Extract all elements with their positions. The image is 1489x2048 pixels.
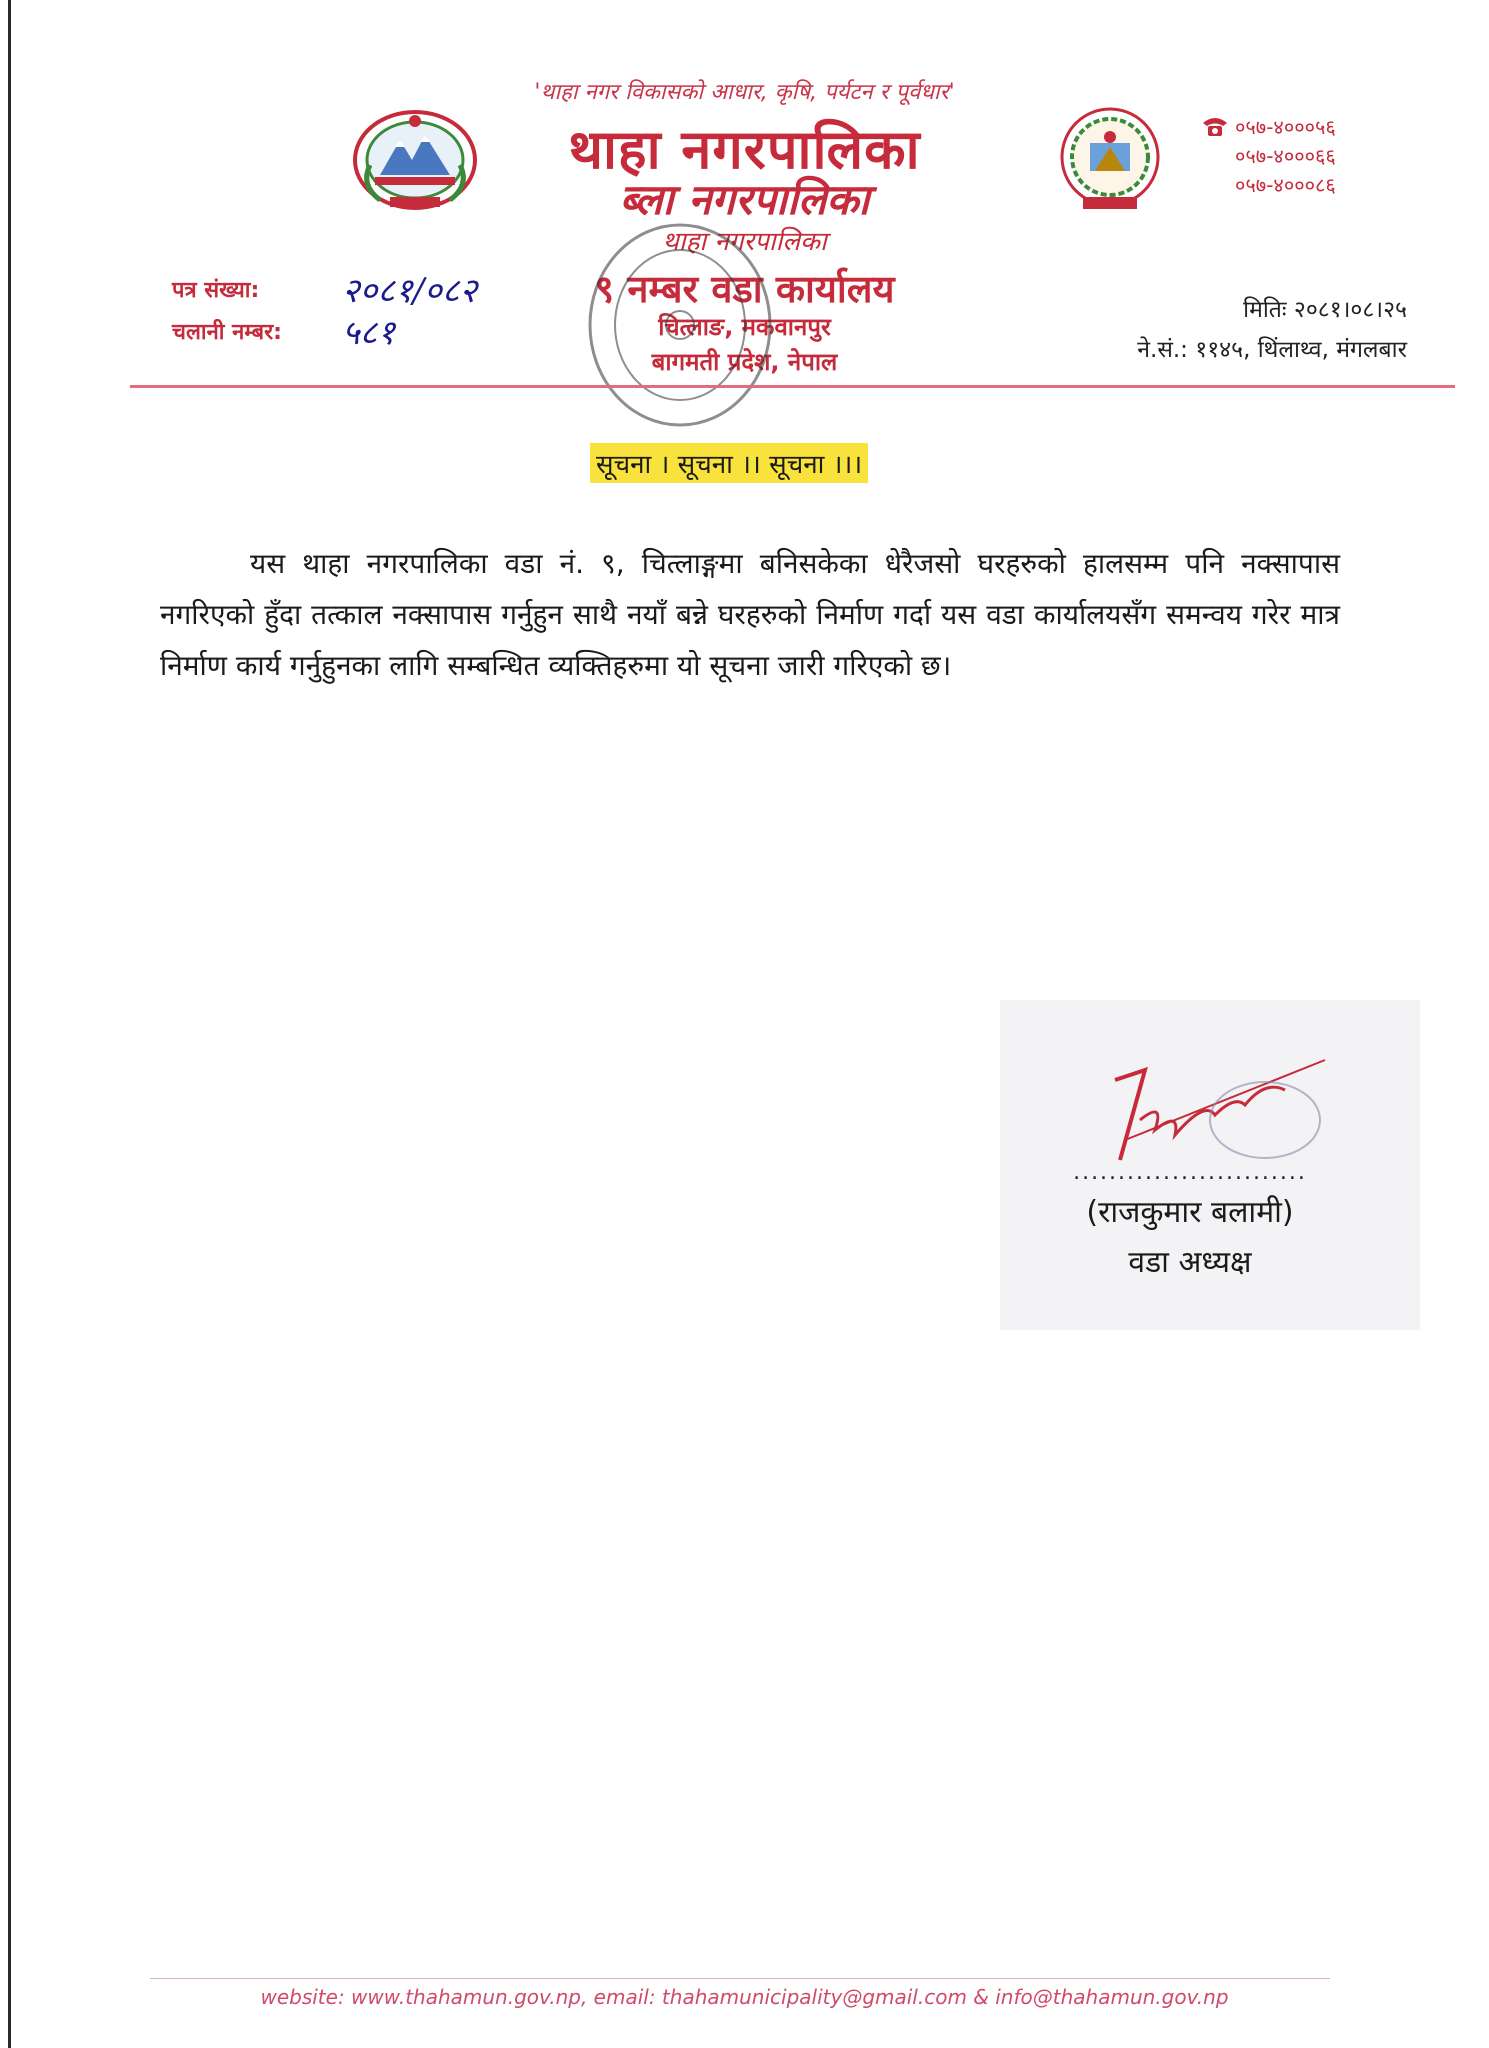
municipality-name-script: ब्ला नगरपालिका [619,175,870,224]
footer-divider [150,1978,1330,1979]
office-stamp [530,215,830,435]
footer-contact: website: www.thahamun.gov.np, email: thahamunicipality@gmail.com & info@thahamun.gov.np [260,1985,1229,2009]
phone-number: ०५७-४०००८६ [1235,173,1336,197]
dispatch-no-value: ५८१ [342,313,396,353]
notice-body: यस थाहा नगरपालिका वडा नं. ९, चित्लाङ्गमा बनिसकेका धेरैजसो घरहरुको हालसम्म पनि नक्सापास नगरिएको हुँदा तत्काल नक्सापास गर्नुहुन साथै नयाँ बन्ने घरहरुको निर्माण गर्दा यस वडा कार्यालयसँग समन्वय गरेर मात्र निर्माण कार्य गर्नुहुनका लागि सम्बन्धित व्यक्तिहरुमा यो सूचना जारी गरिएको छ। [160,547,1340,682]
signature-line: .......................... [1073,1160,1307,1185]
phone-number: ०५७-४०००६६ [1235,144,1336,168]
letter-no-value: २०८१/०८२ [342,271,478,311]
municipality-subtitle: थाहा नगरपालिका [662,227,827,257]
nepal-sambat-line: ने.सं.: ११४५, थिंलाथ्व, मंगलबार [1137,337,1407,363]
letter-no-label: पत्र संख्या: [172,278,260,303]
notice-title: सूचना । सूचना ।। सूचना ।।। [590,443,868,483]
phone-icon [1201,115,1229,137]
date-block [1137,290,1407,370]
ward-office: ९ नम्बर वडा कार्यालय [594,267,895,311]
municipality-name: थाहा नगरपालिका [568,118,921,181]
phone-number: ०५७-४०००५६ [1235,115,1336,139]
phone-numbers [1235,113,1336,200]
address-line-2: बागमती प्रदेश, नेपाल [651,348,838,376]
signatory-role: वडा अध्यक्ष [1128,1245,1252,1280]
header-divider [130,385,1455,388]
signatory-name: (राजकुमार बलामी) [1086,1195,1294,1230]
date-line: मितिः २०८१।०८।२५ [1243,297,1407,323]
address-line-1: चित्लाङ, मकवानपुर [658,313,831,341]
dispatch-no-label: चलानी नम्बर: [172,320,282,345]
tagline: 'थाहा नगर विकासको आधार, कृषि, पर्यटन र पूर्वधार' [534,80,955,105]
reference-block [172,268,477,352]
